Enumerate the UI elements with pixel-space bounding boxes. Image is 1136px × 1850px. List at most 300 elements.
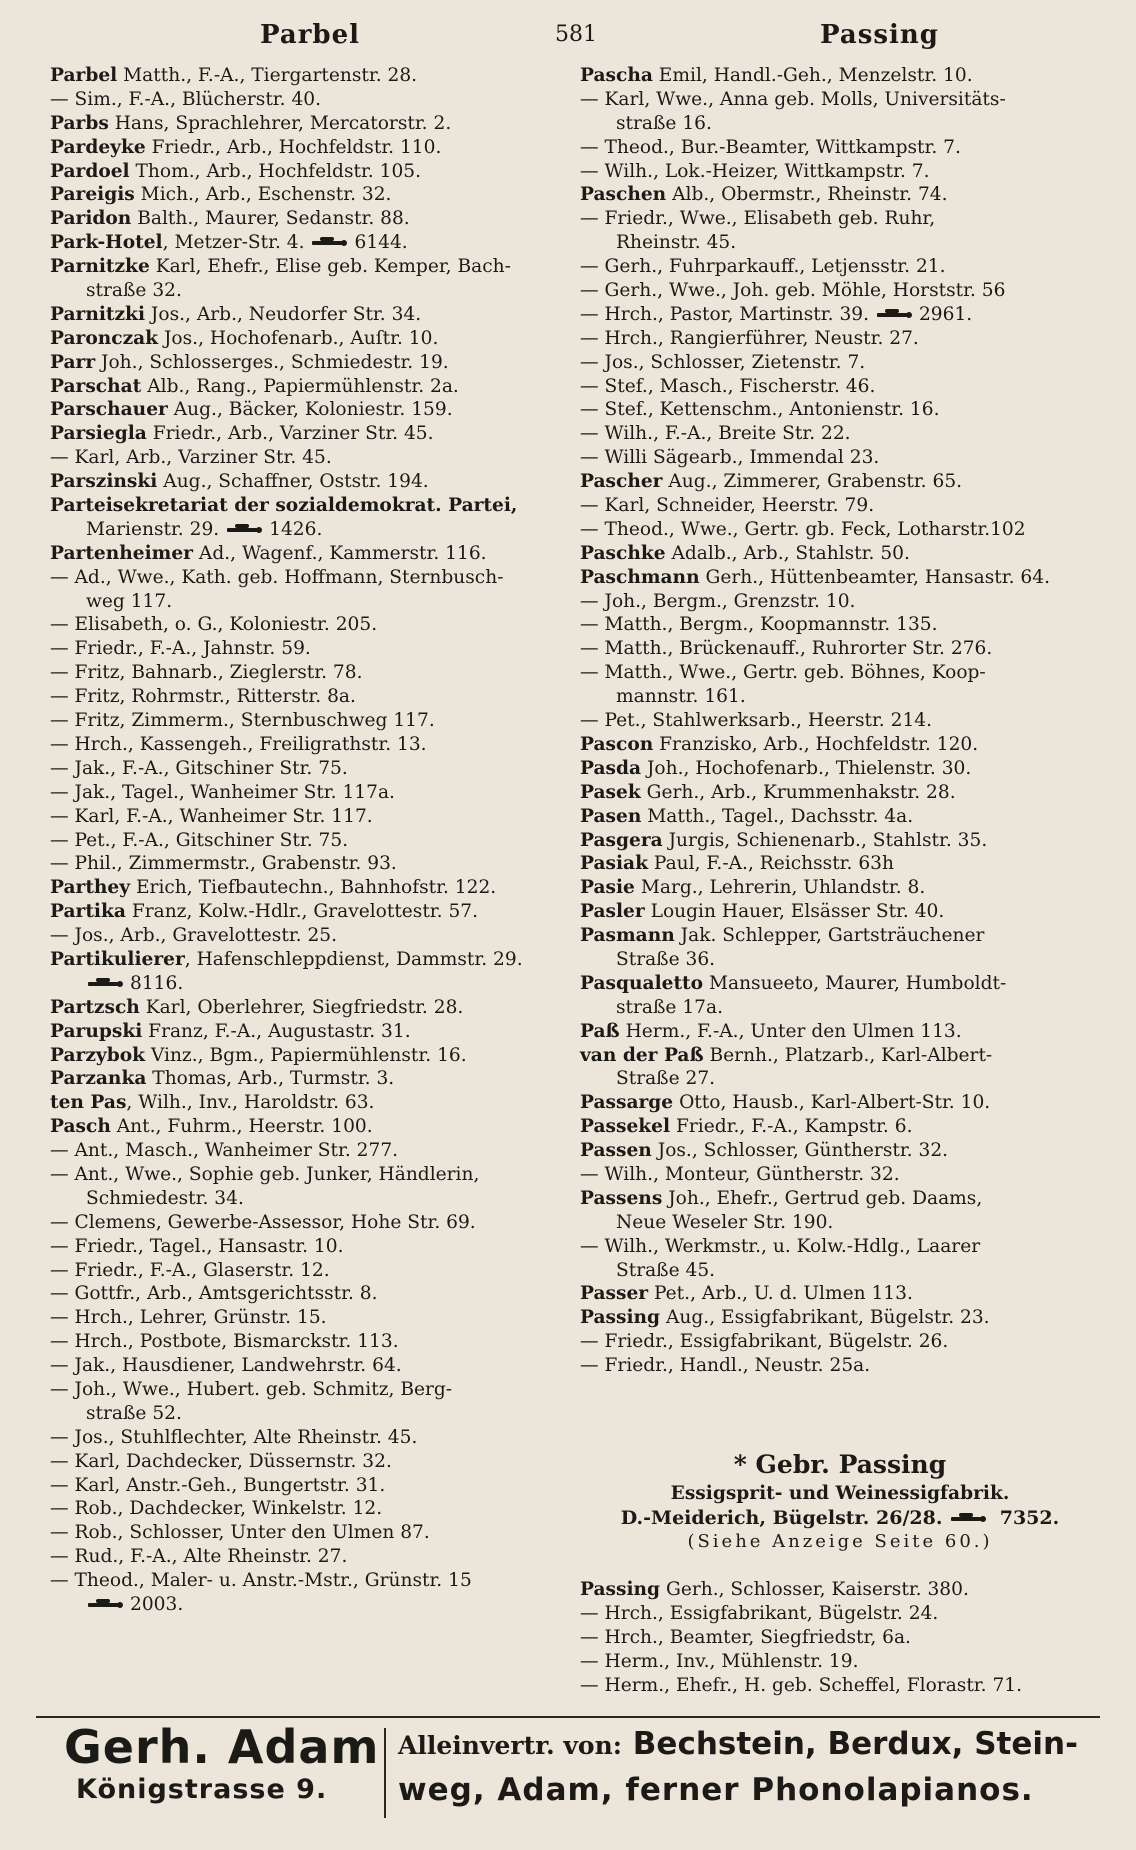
entry-details: Neue Weseler Str. 190. bbox=[616, 1211, 834, 1233]
banner-prefix: Alleinvertr. von: bbox=[398, 1731, 623, 1760]
entry-details: Rheinstr. 45. bbox=[616, 232, 737, 254]
directory-entry bbox=[50, 279, 570, 303]
banner-firm-name: Gerh. Adam bbox=[64, 1720, 380, 1774]
entry-details: — Theod., Wwe., Gertr. gb. Feck, Lotharstr.102 bbox=[580, 518, 1026, 540]
entry-details: — Gerh., Fuhrparkauff., Letjensstr. 21. bbox=[580, 256, 946, 278]
directory-entry bbox=[50, 1354, 570, 1378]
entry-details: — Hrch., Essigfabrikant, Bügelstr. 24. bbox=[580, 1602, 939, 1624]
directory-entry bbox=[50, 1593, 570, 1617]
entry-surname: Passen bbox=[580, 1140, 652, 1162]
entry-details: — Hrch., Pastor, Martinstr. 39. bbox=[580, 303, 870, 325]
entry-details: — Karl, Schneider, Heerstr. 79. bbox=[580, 495, 875, 517]
directory-entry bbox=[580, 852, 1100, 876]
directory-entry bbox=[580, 1163, 1100, 1187]
entry-details: — Karl, Dachdecker, Düssernstr. 32. bbox=[50, 1450, 392, 1472]
directory-entry bbox=[50, 924, 570, 948]
advert-subtitle: Essigsprit- und Weinessigfabrik. bbox=[670, 1482, 1010, 1504]
directory-entry bbox=[50, 1211, 570, 1235]
entry-details: — Clemens, Gewerbe-Assessor, Hohe Str. 69. bbox=[50, 1211, 476, 1233]
entry-details: — Sim., F.-A., Blücherstr. 40. bbox=[50, 88, 322, 110]
entry-details: — Wilh., Monteur, Güntherstr. 32. bbox=[580, 1163, 900, 1185]
entry-surname: Paschen bbox=[580, 184, 667, 206]
entry-details: Adalb., Arb., Stahlstr. 50. bbox=[665, 542, 910, 564]
entry-surname: Parbs bbox=[50, 112, 109, 134]
directory-entry bbox=[50, 88, 570, 112]
directory-entry bbox=[50, 112, 570, 136]
entry-surname: Partikulierer bbox=[50, 948, 185, 970]
entry-details: Franzisko, Arb., Hochfeldstr. 120. bbox=[653, 733, 979, 755]
entry-details: Marg., Lehrerin, Uhlandstr. 8. bbox=[634, 877, 926, 899]
directory-entry bbox=[50, 1163, 570, 1187]
directory-entry bbox=[580, 1115, 1100, 1139]
entry-details: — Jos., Schlosser, Zietenstr. 7. bbox=[580, 351, 866, 373]
entry-details: — Gottfr., Arb., Amtsgerichtsstr. 8. bbox=[50, 1283, 378, 1305]
advert-note: (Siehe Anzeige Seite 60.) bbox=[687, 1530, 993, 1552]
advert-address-line bbox=[580, 1506, 1100, 1530]
entry-details: — Friedr., Handl., Neustr. 25a. bbox=[580, 1355, 871, 1377]
entry-details: Joh., Hochofenarb., Thielenstr. 30. bbox=[641, 757, 972, 779]
entry-details: Gerh., Hüttenbeamter, Hansastr. 64. bbox=[699, 566, 1051, 588]
directory-entry bbox=[50, 781, 570, 805]
entry-details: Aug., Schaffner, Oststr. 194. bbox=[157, 471, 429, 493]
entry-surname: Pasmann bbox=[580, 925, 675, 947]
directory-entry bbox=[580, 709, 1100, 733]
directory-entry bbox=[580, 1091, 1100, 1115]
directory-entry bbox=[580, 351, 1100, 375]
telephone-handset-icon bbox=[310, 237, 348, 249]
directory-entry bbox=[50, 470, 570, 494]
entry-details: — Stef., Masch., Fischerstr. 46. bbox=[580, 375, 876, 397]
entry-surname: Parschat bbox=[50, 375, 142, 397]
directory-entry bbox=[580, 1139, 1100, 1163]
directory-entry bbox=[580, 661, 1100, 685]
directory-entry bbox=[50, 136, 570, 160]
entry-surname: Paronczak bbox=[50, 327, 159, 349]
directory-entry bbox=[50, 733, 570, 757]
directory-entry bbox=[50, 757, 570, 781]
entry-details: — Stef., Kettenschm., Antonienstr. 16. bbox=[580, 399, 940, 421]
directory-entry bbox=[50, 709, 570, 733]
entry-details: Straße 36. bbox=[616, 948, 716, 970]
directory-entry bbox=[580, 590, 1100, 614]
directory-entry bbox=[50, 207, 570, 231]
directory-entry bbox=[580, 64, 1100, 88]
entry-surname: Parsiegla bbox=[50, 423, 147, 445]
directory-entry bbox=[50, 1474, 570, 1498]
entry-details: Aug., Bäcker, Koloniestr. 159. bbox=[167, 399, 453, 421]
entry-details: — Phil., Zimmermstr., Grabenstr. 93. bbox=[50, 853, 397, 875]
entry-details: , Metzer-Str. 4. bbox=[162, 232, 305, 254]
directory-entry bbox=[580, 327, 1100, 351]
directory-entry bbox=[50, 494, 570, 518]
entry-details: Franz, F.-A., Augustastr. 31. bbox=[142, 1020, 411, 1042]
entry-details: — Jak., Tagel., Wanheimer Str. 117a. bbox=[50, 781, 395, 803]
entry-details: weg 117. bbox=[86, 590, 173, 612]
directory-entry bbox=[50, 422, 570, 446]
directory-entry bbox=[50, 661, 570, 685]
entry-details: Jak. Schlepper, Gartsträuchener bbox=[674, 925, 985, 947]
directory-entry bbox=[580, 1235, 1100, 1259]
advert-phone: 7352. bbox=[999, 1506, 1060, 1529]
entry-details: — Matth., Brückenauff., Ruhrorter Str. 276. bbox=[580, 638, 993, 660]
directory-entry bbox=[50, 327, 570, 351]
entry-details: — Ant., Wwe., Sophie geb. Junker, Händlerin, bbox=[50, 1163, 480, 1185]
directory-entry bbox=[50, 1282, 570, 1306]
entry-details: — Karl, Arb., Varziner Str. 45. bbox=[50, 447, 332, 469]
directory-entry bbox=[50, 64, 570, 88]
directory-entry bbox=[580, 1187, 1100, 1211]
directory-entry bbox=[580, 1330, 1100, 1354]
entry-surname: Partika bbox=[50, 901, 126, 923]
entry-surname: Pascher bbox=[580, 471, 663, 493]
entry-surname: Parnitzki bbox=[50, 303, 146, 325]
entry-surname: Passarge bbox=[580, 1092, 674, 1114]
right-column-entries-after-advert bbox=[580, 1578, 1100, 1697]
directory-entry bbox=[50, 542, 570, 566]
directory-entry bbox=[580, 231, 1100, 255]
directory-entry bbox=[50, 1187, 570, 1211]
directory-entry bbox=[580, 1354, 1100, 1378]
directory-entry bbox=[580, 948, 1100, 972]
entry-surname: Parteisekretariat der sozialdemokrat. Partei, bbox=[50, 495, 518, 517]
entry-details: Karl, Oberlehrer, Siegfriedstr. 28. bbox=[139, 996, 464, 1018]
right-column-entries bbox=[580, 64, 1100, 1378]
entry-details: straße 16. bbox=[616, 112, 712, 134]
entry-phone-number: 8116. bbox=[130, 972, 184, 994]
entry-details: Schmiedestr. 34. bbox=[86, 1187, 244, 1209]
directory-entry bbox=[50, 805, 570, 829]
entry-details: Thomas, Arb., Turmstr. 3. bbox=[146, 1068, 395, 1090]
directory-entry bbox=[50, 1569, 570, 1593]
directory-entry bbox=[580, 637, 1100, 661]
entry-phone-number: 6144. bbox=[354, 232, 408, 254]
entry-surname: Pasch bbox=[50, 1116, 111, 1138]
entry-surname: Pasie bbox=[580, 877, 635, 899]
entry-details: Matth., F.-A., Tiergartenstr. 28. bbox=[117, 65, 418, 86]
advert-gebr-passing bbox=[580, 1448, 1100, 1554]
directory-entry bbox=[50, 231, 570, 255]
directory-entry bbox=[50, 1139, 570, 1163]
directory-entry bbox=[580, 542, 1100, 566]
directory-entry bbox=[580, 781, 1100, 805]
entry-surname: Pasqualetto bbox=[580, 972, 704, 994]
directory-entry bbox=[580, 685, 1100, 709]
entry-details: — Karl, Anstr.-Geh., Bungertstr. 31. bbox=[50, 1474, 386, 1496]
entry-details: straße 32. bbox=[86, 280, 182, 302]
entry-surname: Paridon bbox=[50, 208, 132, 230]
entry-details: Hans, Sprachlehrer, Mercatorstr. 2. bbox=[108, 112, 452, 134]
entry-surname: Pascon bbox=[580, 733, 654, 755]
entry-details: — Hrch., Beamter, Siegfriedstr, 6a. bbox=[580, 1626, 911, 1648]
entry-details: Alb., Obermstr., Rheinstr. 74. bbox=[666, 184, 948, 206]
entry-surname: Pasek bbox=[580, 781, 641, 803]
directory-entry bbox=[580, 398, 1100, 422]
entry-details: — Pet., F.-A., Gitschiner Str. 75. bbox=[50, 829, 349, 851]
directory-entry bbox=[50, 637, 570, 661]
entry-surname: Pareigis bbox=[50, 184, 135, 206]
spacer bbox=[580, 1554, 1100, 1578]
banner-divider bbox=[384, 1728, 386, 1818]
directory-entry bbox=[50, 518, 570, 542]
entry-surname: Partenheimer bbox=[50, 542, 193, 564]
entry-details: — Karl, F.-A., Wanheimer Str. 117. bbox=[50, 805, 373, 827]
directory-entry bbox=[50, 948, 570, 972]
entry-surname: Parupski bbox=[50, 1020, 143, 1042]
entry-details: Marienstr. 29. bbox=[86, 518, 220, 540]
right-column bbox=[580, 64, 1100, 1697]
directory-entry bbox=[50, 1115, 570, 1139]
entry-surname: van der Paß bbox=[580, 1044, 704, 1066]
entry-details: Mich., Arb., Eschenstr. 32. bbox=[134, 184, 392, 206]
entry-details: , Hafenschleppdienst, Dammstr. 29. bbox=[184, 948, 523, 970]
directory-entry bbox=[50, 590, 570, 614]
entry-details: Jos., Schlosser, Güntherstr. 32. bbox=[651, 1140, 949, 1162]
entry-surname: Paschmann bbox=[580, 566, 700, 588]
entry-details: Jurgis, Schienenarb., Stahlstr. 35. bbox=[662, 829, 988, 851]
entry-details: Straße 45. bbox=[616, 1259, 716, 1281]
entry-details: — Matth., Bergm., Koopmannstr. 135. bbox=[580, 614, 938, 636]
advert-address: D.-Meiderich, Bügelstr. 26/28. bbox=[620, 1506, 943, 1529]
entry-details: Herm., F.-A., Unter den Ulmen 113. bbox=[619, 1020, 962, 1042]
entry-surname: Passing bbox=[580, 1578, 661, 1600]
entry-details: — Fritz, Bahnarb., Zieglerstr. 78. bbox=[50, 662, 363, 684]
directory-entry bbox=[580, 613, 1100, 637]
entry-details: — Pet., Stahlwerksarb., Heerstr. 214. bbox=[580, 710, 933, 732]
entry-surname: Parzybok bbox=[50, 1044, 145, 1066]
directory-entry bbox=[580, 494, 1100, 518]
directory-entry bbox=[580, 1044, 1100, 1068]
directory-entry bbox=[580, 279, 1100, 303]
directory-entry bbox=[580, 1067, 1100, 1091]
directory-entry bbox=[580, 1626, 1100, 1650]
entry-details: mannstr. 161. bbox=[616, 686, 746, 708]
entry-details: Lougin Hauer, Elsässer Str. 40. bbox=[644, 901, 945, 923]
directory-entry bbox=[50, 566, 570, 590]
entry-surname: ten Pas bbox=[50, 1092, 127, 1114]
entry-surname: Passens bbox=[580, 1187, 663, 1209]
banner-brands: Bechstein, Berdux, Stein- bbox=[622, 1726, 1078, 1762]
entry-surname: Pasen bbox=[580, 805, 642, 827]
entry-details: Karl, Ehefr., Elise geb. Kemper, Bach- bbox=[149, 256, 511, 278]
entry-details: Joh., Ehefr., Gertrud geb. Daams, bbox=[662, 1187, 983, 1209]
directory-entry bbox=[580, 757, 1100, 781]
directory-entry bbox=[50, 1545, 570, 1569]
entry-details: — Gerh., Wwe., Joh. geb. Möhle, Horststr. 56 bbox=[580, 280, 1006, 302]
entry-details: Gerh., Arb., Krummenhakstr. 28. bbox=[640, 781, 956, 803]
entry-details: Erich, Tiefbautechn., Bahnhofstr. 122. bbox=[130, 877, 497, 899]
entry-details: Matth., Tagel., Dachsstr. 4a. bbox=[641, 805, 914, 827]
entry-details: Paul, F.-A., Reichsstr. 63h bbox=[648, 853, 894, 875]
directory-entry bbox=[50, 613, 570, 637]
entry-surname: Pasiak bbox=[580, 853, 648, 875]
entry-surname: Pasda bbox=[580, 757, 642, 779]
directory-entry bbox=[580, 470, 1100, 494]
telephone-handset-icon bbox=[949, 1513, 987, 1525]
advert-firm: * Gebr. Passing bbox=[733, 1449, 947, 1479]
entry-details: — Herm., Inv., Mühlenstr. 19. bbox=[580, 1650, 859, 1672]
directory-entry bbox=[50, 1044, 570, 1068]
directory-entry bbox=[580, 900, 1100, 924]
entry-details: — Jos., Arb., Gravelottestr. 25. bbox=[50, 925, 338, 947]
entry-details: — Rob., Schlosser, Unter den Ulmen 87. bbox=[50, 1522, 430, 1544]
entry-surname: Parszinski bbox=[50, 471, 158, 493]
directory-entry bbox=[50, 1235, 570, 1259]
directory-entry bbox=[580, 1674, 1100, 1698]
entry-details: — Friedr., F.-A., Glaserstr. 12. bbox=[50, 1259, 330, 1281]
entry-details: — Friedr., Essigfabrikant, Bügelstr. 26. bbox=[580, 1331, 949, 1353]
entry-details: Joh., Schlosserges., Schmiedestr. 19. bbox=[95, 351, 449, 373]
entry-details: Balth., Maurer, Sedanstr. 88. bbox=[131, 208, 410, 230]
entry-details: Gerh., Schlosser, Kaiserstr. 380. bbox=[660, 1578, 969, 1600]
directory-entry bbox=[50, 1426, 570, 1450]
entry-surname: Passing bbox=[580, 1307, 661, 1329]
entry-details: Aug., Zimmerer, Grabenstr. 65. bbox=[662, 471, 963, 493]
telephone-handset-icon bbox=[225, 524, 263, 536]
directory-entry bbox=[580, 375, 1100, 399]
directory-entry bbox=[580, 996, 1100, 1020]
directory-entry bbox=[50, 446, 570, 470]
directory-entry bbox=[580, 1306, 1100, 1330]
entry-details: — Friedr., F.-A., Jahnstr. 59. bbox=[50, 638, 311, 660]
entry-details: Friedr., F.-A., Kampstr. 6. bbox=[670, 1116, 913, 1138]
directory-entry bbox=[50, 398, 570, 422]
entry-surname: Pardeyke bbox=[50, 136, 146, 158]
entry-details: — Wilh., F.-A., Breite Str. 22. bbox=[580, 423, 851, 445]
entry-details: Jos., Hochofenarb., Auſtr. 10. bbox=[158, 327, 439, 349]
directory-entry bbox=[580, 1020, 1100, 1044]
entry-details: — Jos., Stuhlflechter, Alte Rheinstr. 45. bbox=[50, 1426, 418, 1448]
entry-surname: Parnitzke bbox=[50, 256, 150, 278]
directory-entry bbox=[50, 303, 570, 327]
directory-entry bbox=[580, 876, 1100, 900]
entry-details: — Hrch., Postbote, Bismarckstr. 113. bbox=[50, 1331, 399, 1353]
directory-entry bbox=[580, 566, 1100, 590]
entry-details: Thom., Arb., Hochfeldstr. 105. bbox=[129, 160, 422, 182]
directory-entry bbox=[580, 183, 1100, 207]
directory-entry bbox=[580, 1602, 1100, 1626]
entry-details: — Rob., Dachdecker, Winkelstr. 12. bbox=[50, 1498, 383, 1520]
directory-entry bbox=[50, 852, 570, 876]
entry-surname: Pascha bbox=[580, 65, 653, 86]
directory-entry bbox=[580, 160, 1100, 184]
directory-entry bbox=[50, 375, 570, 399]
directory-entry bbox=[50, 351, 570, 375]
directory-entry bbox=[580, 1650, 1100, 1674]
entry-details: Franz, Kolw.-Hdlr., Gravelottestr. 57. bbox=[125, 901, 479, 923]
entry-details: — Hrch., Lehrer, Grünstr. 15. bbox=[50, 1307, 327, 1329]
directory-entry bbox=[580, 207, 1100, 231]
entry-details: — Karl, Wwe., Anna geb. Molls, Universitäts- bbox=[580, 88, 1006, 110]
directory-entry bbox=[580, 303, 1100, 327]
entry-details: — Joh., Bergm., Grenzstr. 10. bbox=[580, 590, 856, 612]
left-column bbox=[50, 64, 570, 1617]
entry-details: Otto, Hausb., Karl-Albert-Str. 10. bbox=[673, 1092, 991, 1114]
entry-surname: Paschke bbox=[580, 542, 666, 564]
entry-details: — Rud., F.-A., Alte Rheinstr. 27. bbox=[50, 1546, 348, 1568]
page-header bbox=[50, 18, 1086, 58]
directory-entry bbox=[50, 996, 570, 1020]
directory-entry bbox=[580, 88, 1100, 112]
header-right-keyword: Passing bbox=[820, 20, 939, 50]
entry-phone-number: 2961. bbox=[918, 303, 973, 325]
entry-details: Ad., Wagenf., Kammerstr. 116. bbox=[192, 542, 487, 564]
entry-surname: Parr bbox=[50, 351, 96, 373]
header-left-keyword: Parbel bbox=[260, 20, 360, 50]
directory-entry bbox=[580, 1578, 1100, 1602]
entry-details: — Wilh., Werkmstr., u. Kolw.-Hdlg., Laarer bbox=[580, 1235, 981, 1257]
entry-surname: Partzsch bbox=[50, 996, 140, 1018]
entry-details: Friedr., Arb., Hochfeldstr. 110. bbox=[145, 136, 442, 158]
entry-details: — Joh., Wwe., Hubert. geb. Schmitz, Berg- bbox=[50, 1378, 453, 1400]
directory-entry bbox=[50, 900, 570, 924]
directory-entry bbox=[50, 1450, 570, 1474]
entry-details: Vinz., Bgm., Papiermühlenstr. 16. bbox=[144, 1044, 467, 1066]
entry-details: Aug., Essigfabrikant, Bügelstr. 23. bbox=[660, 1307, 990, 1329]
directory-entry bbox=[50, 1521, 570, 1545]
entry-phone-number: 2003. bbox=[130, 1594, 184, 1615]
entry-details: Pet., Arb., U. d. Ulmen 113. bbox=[648, 1283, 913, 1305]
entry-details: — Theod., Bur.-Beamter, Wittkampstr. 7. bbox=[580, 136, 961, 158]
directory-entry bbox=[50, 829, 570, 853]
directory-entry bbox=[50, 1330, 570, 1354]
spacer bbox=[580, 1378, 1100, 1442]
directory-entry bbox=[580, 924, 1100, 948]
directory-entry bbox=[50, 1020, 570, 1044]
directory-entry bbox=[50, 183, 570, 207]
directory-entry bbox=[580, 1259, 1100, 1283]
entry-phone-number: 1426. bbox=[269, 518, 323, 540]
entry-details: — Elisabeth, o. G., Koloniestr. 205. bbox=[50, 614, 378, 636]
entry-details: Mansueeto, Maurer, Humboldt- bbox=[703, 972, 1007, 994]
entry-details: — Ant., Masch., Wanheimer Str. 277. bbox=[50, 1140, 399, 1162]
entry-surname: Parzanka bbox=[50, 1068, 147, 1090]
directory-entry bbox=[50, 1497, 570, 1521]
telephone-handset-icon bbox=[875, 309, 913, 321]
directory-entry bbox=[50, 160, 570, 184]
entry-details: — Matth., Wwe., Gertr. geb. Böhnes, Koop- bbox=[580, 662, 986, 684]
entry-surname: Passekel bbox=[580, 1116, 671, 1138]
entry-details: — Jak., Hausdiener, Landwehrstr. 64. bbox=[50, 1355, 402, 1377]
entry-details: — Hrch., Kassengeh., Freiligrathstr. 13. bbox=[50, 733, 427, 755]
entry-surname: Pasgera bbox=[580, 829, 663, 851]
directory-entry bbox=[50, 1259, 570, 1283]
telephone-handset-icon bbox=[86, 978, 124, 990]
banner-address: Königstrasse 9. bbox=[76, 1774, 328, 1805]
entry-details: — Fritz, Zimmerm., Sternbuschweg 117. bbox=[50, 710, 435, 732]
telephone-handset-icon bbox=[86, 1599, 124, 1611]
directory-entry bbox=[580, 733, 1100, 757]
entry-details: — Hrch., Rangierführer, Neustr. 27. bbox=[580, 327, 919, 349]
directory-entry bbox=[50, 1091, 570, 1115]
entry-details: Jos., Arb., Neudorfer Str. 34. bbox=[145, 303, 422, 325]
directory-entry bbox=[580, 112, 1100, 136]
page-number: 581 bbox=[555, 22, 597, 47]
entry-details: Emil, Handl.-Geh., Menzelstr. 10. bbox=[652, 65, 973, 86]
directory-entry bbox=[50, 1402, 570, 1426]
entry-surname: Parbel bbox=[50, 65, 118, 86]
directory-entry bbox=[580, 829, 1100, 853]
directory-entry bbox=[580, 136, 1100, 160]
entry-details: — Friedr., Wwe., Elisabeth geb. Ruhr, bbox=[580, 208, 936, 230]
directory-entry bbox=[50, 876, 570, 900]
entry-details: — Friedr., Tagel., Hansastr. 10. bbox=[50, 1235, 344, 1257]
entry-details: — Theod., Maler- u. Anstr.-Mstr., Grünstr. 15 bbox=[50, 1570, 472, 1592]
directory-entry bbox=[580, 518, 1100, 542]
directory-entry bbox=[50, 1306, 570, 1330]
directory-entry bbox=[580, 255, 1100, 279]
entry-details: Friedr., Arb., Varziner Str. 45. bbox=[146, 423, 434, 445]
entry-details: — Willi Sägearb., Immendal 23. bbox=[580, 447, 880, 469]
